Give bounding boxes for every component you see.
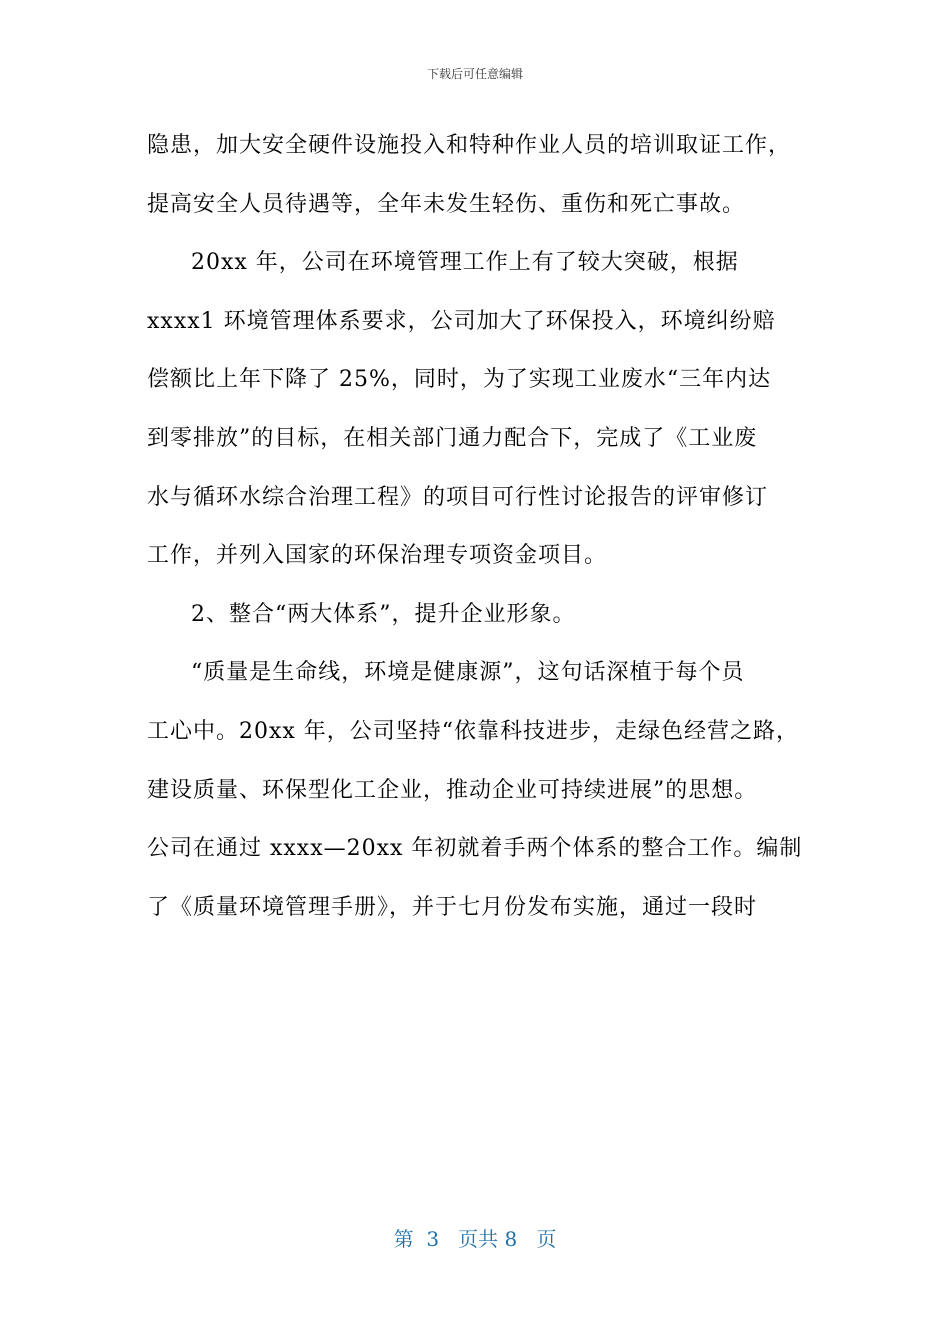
text-line: 偿额比上年下降了 25%，同时，为了实现工业废水“三年内达	[147, 367, 772, 393]
text-line: 工心中。20xx 年，公司坚持“依靠科技进步，走绿色经营之路，	[147, 718, 800, 744]
text-line: 工作，并列入国家的环保治理专项资金项目。	[147, 543, 608, 569]
document-body	[147, 124, 817, 944]
text-line: 水与循环水综合治理工程》的项目可行性讨论报告的评审修订	[147, 484, 769, 510]
section-heading: 2、整合“两大体系”，提升企业形象。	[191, 601, 576, 627]
text-line: 提高安全人员待遇等，全年未发生轻伤、重伤和死亡事故。	[147, 191, 746, 217]
page-header: 下载后可任意编辑	[426, 67, 523, 81]
page-footer: 第 3 页共 8 页	[393, 1227, 557, 1251]
text-line: 了《质量环境管理手册》，并于七月份发布实施，通过一段时	[147, 894, 758, 920]
text-line: “质量是生命线，环境是健康源”，这句话深植于每个员	[191, 660, 745, 686]
text-line: 公司在通过 xxxx—20xx 年初就着手两个体系的整合工作。编制	[147, 836, 803, 862]
text-line: 隐患，加大安全硬件设施投入和特种作业人员的培训取证工作，	[147, 133, 792, 158]
text-line: 到零排放”的目标，在相关部门通力配合下，完成了《工业废	[147, 425, 758, 451]
text-line: xxxx1 环境管理体系要求，公司加大了环保投入，环境纠纷赔	[147, 308, 776, 334]
text-line: 20xx 年，公司在环境管理工作上有了较大突破，根据	[191, 250, 739, 276]
text-line: 建设质量、环保型化工企业，推动企业可持续进展”的思想。	[147, 777, 758, 803]
